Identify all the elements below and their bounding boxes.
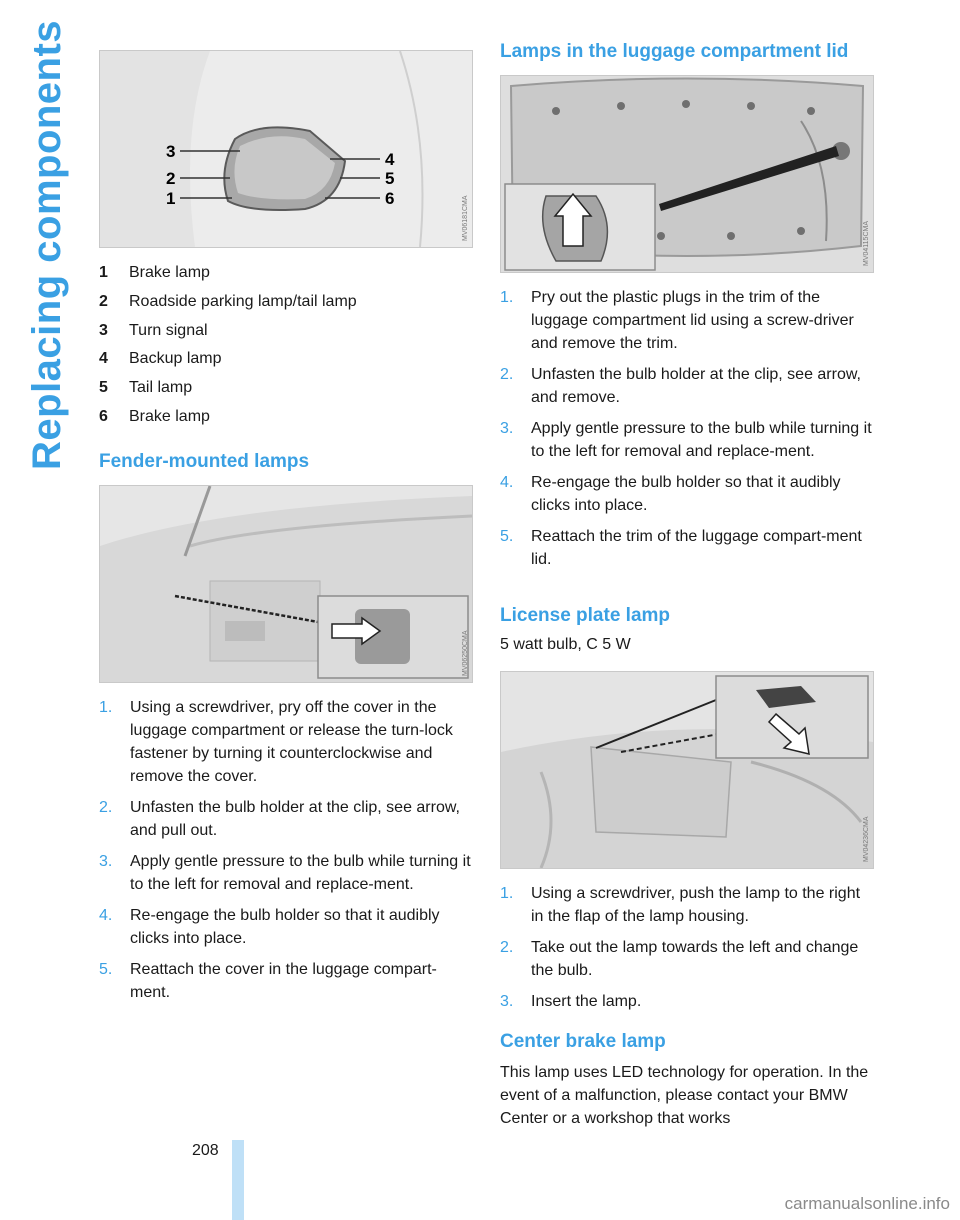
callout-4: 4: [385, 150, 395, 169]
figure-code: MV06250CMA: [462, 630, 469, 676]
figure-code: MV06181CMA: [462, 195, 469, 241]
list-item: 1. Using a screwdriver, pry off the cover in the luggage compartment or release the turn-lock fastener by turning it counterclockwise and remove the cover.: [99, 699, 453, 785]
list-item: 5. Reattach the trim of the luggage compart-ment lid.: [500, 528, 862, 568]
list-item: 2. Unfasten the bulb holder at the clip, see arrow, and pull out.: [99, 799, 460, 839]
license-lamp-figure: [500, 671, 874, 869]
callout-1: 1: [166, 189, 176, 208]
legend-item-2: 2 Roadside parking lamp/tail lamp: [99, 293, 357, 310]
legend-item-3: 3 Turn signal: [99, 322, 208, 339]
tail-lamp-figure: [99, 50, 473, 248]
watermark: carmanualsonline.info: [784, 1194, 950, 1213]
list-item: 1. Using a screwdriver, push the lamp to the right in the flap of the lamp housing.: [500, 885, 861, 925]
lid-lamps-heading: Lamps in the luggage compartment lid: [500, 41, 849, 62]
lid-lamp-figure: [500, 75, 874, 273]
list-item: 1. Pry out the plastic plugs in the trim of the luggage compartment lid using a screw-driver and remove the trim.: [500, 289, 854, 352]
license-lamp-spec: 5 watt bulb, C 5 W: [500, 636, 631, 653]
callout-3: 3: [166, 142, 176, 161]
list-item: 3. Apply gentle pressure to the bulb while turning it to the left for removal and replace-ment.: [500, 420, 872, 460]
legend-item-4: 4 Backup lamp: [99, 350, 222, 367]
list-item: 3. Insert the lamp.: [500, 993, 642, 1010]
fender-steps-list: [99, 696, 473, 1012]
center-brake-lamp-text: This lamp uses LED technology for operation. In the event of a malfunction, please contact your BMW Center or a workshop that works: [500, 1064, 869, 1127]
lid-steps-list: [500, 286, 876, 579]
center-brake-lamp-heading: Center brake lamp: [500, 1031, 666, 1052]
page-number: 208: [192, 1142, 219, 1159]
list-item: 4. Re-engage the bulb holder so that it audibly clicks into place.: [500, 474, 841, 514]
license-lamp-heading: License plate lamp: [500, 605, 671, 626]
section-title: Replacing components: [25, 19, 69, 470]
fender-lamps-heading: Fender-mounted lamps: [99, 451, 310, 472]
legend-item-5: 5 Tail lamp: [99, 379, 193, 396]
fender-lamp-figure: [99, 485, 473, 683]
callout-2: 2: [166, 169, 176, 188]
list-item: 2. Take out the lamp towards the left and change the bulb.: [500, 939, 859, 979]
callout-5: 5: [385, 169, 395, 188]
list-item: 2. Unfasten the bulb holder at the clip, see arrow, and remove.: [500, 366, 861, 406]
legend-item-1: 1 Brake lamp: [99, 264, 210, 281]
page-bar: [232, 1140, 244, 1220]
callout-6: 6: [385, 189, 395, 208]
list-item: 3. Apply gentle pressure to the bulb while turning it to the left for removal and replace-ment.: [99, 853, 471, 893]
legend-item-6: 6 Brake lamp: [99, 408, 210, 425]
figure-code: MV04236CMA: [863, 816, 870, 862]
list-item: 5. Reattach the cover in the luggage compart-ment.: [99, 961, 437, 1001]
figure-code: MV04115CMA: [863, 220, 870, 266]
list-item: 4. Re-engage the bulb holder so that it audibly clicks into place.: [99, 907, 440, 947]
license-steps-list: [500, 882, 876, 1021]
